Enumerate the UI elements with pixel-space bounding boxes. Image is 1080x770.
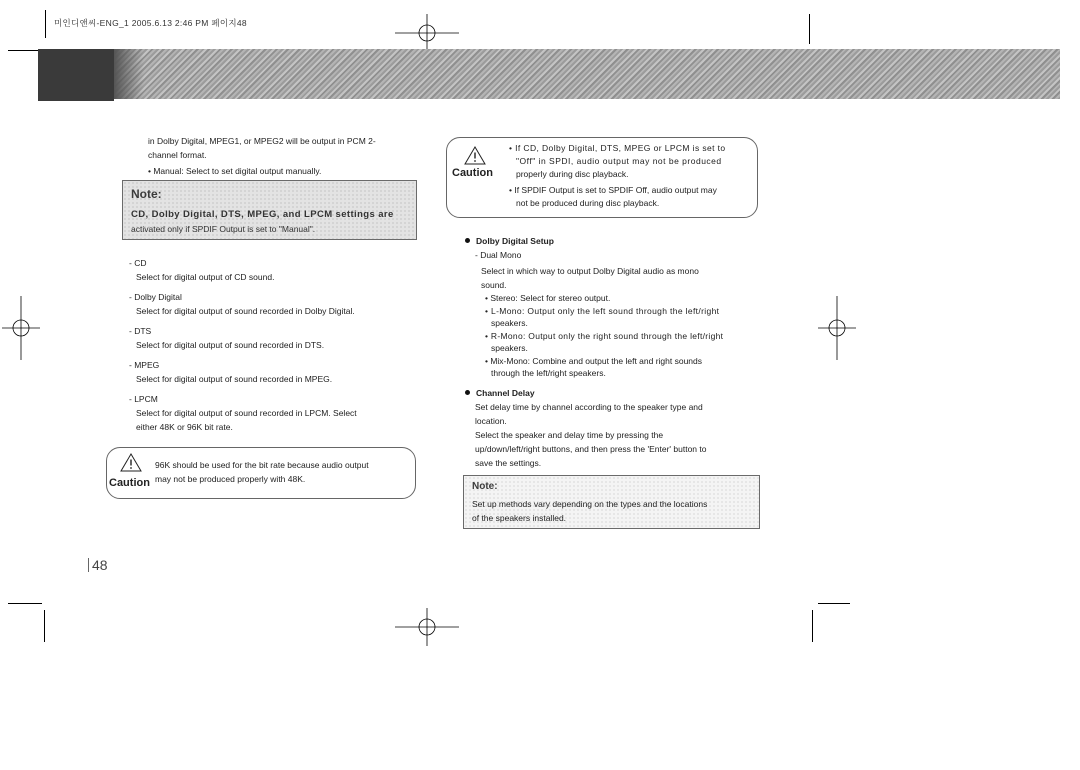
caution-line: "Off" in SPDI, audio output may not be produced (516, 156, 722, 166)
subheading: - Dual Mono (475, 250, 522, 260)
intro-line: in Dolby Digital, MPEG1, or MPEG2 will be output in PCM 2- (148, 136, 376, 146)
header-banner-fade (114, 49, 144, 99)
caution-line: • If SPDIF Output is set to SPDIF Off, audio output may (509, 185, 717, 195)
caution-box-spdif (446, 137, 758, 218)
item-heading: - MPEG (129, 360, 160, 370)
caution-text (509, 142, 749, 210)
desc-line: sound. (481, 280, 507, 290)
crop-mark (812, 610, 813, 642)
desc-line: up/down/left/right buttons, and then press the 'Enter' button to (475, 444, 707, 454)
caution-line: 96K should be used for the bit rate because audio output (155, 460, 369, 470)
item-desc: Select for digital output of sound recorded in LPCM. Select (136, 408, 357, 418)
item-desc: either 48K or 96K bit rate. (136, 422, 233, 432)
note-line: CD, Dolby Digital, DTS, MPEG, and LPCM settings are (131, 209, 394, 220)
option-lmono: speakers. (491, 318, 528, 328)
option-stereo: • Stereo: Select for stereo output. (485, 293, 611, 303)
dolby-digital-section (465, 234, 760, 380)
desc-line: location. (475, 416, 507, 426)
warning-icon (120, 453, 142, 472)
item-desc: Select for digital output of CD sound. (136, 272, 275, 282)
warning-icon (464, 146, 486, 165)
note-text (131, 208, 394, 236)
channel-delay-section (465, 386, 760, 470)
section-title: Dolby Digital Setup (476, 236, 554, 246)
caution-text (155, 458, 409, 486)
item-desc: Select for digital output of sound recorded in MPEG. (136, 374, 333, 384)
top-right-tick (809, 14, 810, 44)
item-heading: - LPCM (129, 394, 158, 404)
desc-line: Set delay time by channel according to the speaker type and (475, 402, 703, 412)
desc-line: Select the speaker and delay time by pressing the (475, 430, 664, 440)
crop-mark (8, 50, 42, 51)
crosshair-top-icon (395, 14, 459, 52)
item-heading: - CD (129, 258, 147, 268)
page-number: 48 (92, 557, 108, 573)
bullet-icon (465, 390, 470, 395)
crosshair-left-icon (2, 296, 40, 360)
list-item (129, 290, 409, 324)
note-title: Note: (131, 187, 162, 201)
list-item (129, 256, 409, 290)
caution-line: not be produced during disc playback. (516, 198, 660, 208)
intro-line: channel format. (148, 150, 207, 160)
option-rmono: speakers. (491, 343, 528, 353)
bullet-icon (465, 238, 470, 243)
caution-line: • If CD, Dolby Digital, DTS, MPEG or LPCM is set to (509, 143, 726, 153)
crop-mark (44, 610, 45, 642)
note-line: of the speakers installed. (472, 513, 567, 523)
list-item (129, 358, 409, 392)
note-box-spdif (122, 180, 417, 240)
list-item (129, 392, 409, 434)
desc-line: save the settings. (475, 458, 542, 468)
caution-label: Caution (109, 477, 150, 489)
digital-output-list (129, 256, 409, 434)
crosshair-bottom-icon (395, 608, 459, 646)
manual-bullet: • Manual: Select to set digital output manually. (148, 166, 322, 176)
list-item (129, 324, 409, 358)
page-number-bar (88, 558, 89, 572)
item-desc: Select for digital output of sound recorded in DTS. (136, 340, 325, 350)
header-banner (38, 49, 1060, 99)
item-desc: Select for digital output of sound recorded in Dolby Digital. (136, 306, 355, 316)
caution-line: may not be produced properly with 48K. (155, 474, 306, 484)
crop-mark (818, 603, 850, 604)
section-heading (465, 386, 760, 400)
caution-line: properly during disc playback. (516, 169, 629, 179)
crosshair-right-icon (818, 296, 856, 360)
option-rmono: • R-Mono: Output only the right sound through the left/right (485, 330, 724, 341)
header-banner-dark-block (38, 49, 114, 101)
item-heading: - DTS (129, 326, 152, 336)
note-text (472, 497, 757, 525)
note-line: Set up methods vary depending on the types and the locations (472, 499, 708, 509)
print-header: 미인디앤씨-ENG_1 2005.6.13 2:46 PM 페이지48 (54, 18, 247, 28)
caution-label: Caution (452, 167, 493, 179)
option-mixmono: • Mix-Mono: Combine and output the left and right sounds (485, 355, 703, 366)
note-title: Note: (472, 481, 498, 492)
desc-line: Select in which way to output Dolby Digital audio as mono (481, 266, 699, 276)
note-box-speakers (463, 475, 760, 529)
option-mixmono: through the left/right speakers. (491, 368, 606, 378)
section-title: Channel Delay (476, 388, 535, 398)
option-lmono: • L-Mono: Output only the left sound through the left/right (485, 305, 720, 316)
intro-text (148, 134, 428, 178)
section-heading (465, 234, 760, 248)
item-heading: - Dolby Digital (129, 292, 182, 302)
caution-box-bitrate (106, 447, 416, 499)
note-line: activated only if SPDIF Output is set to "Manual". (131, 224, 316, 234)
crop-mark (8, 603, 42, 604)
header-tick (45, 10, 46, 38)
